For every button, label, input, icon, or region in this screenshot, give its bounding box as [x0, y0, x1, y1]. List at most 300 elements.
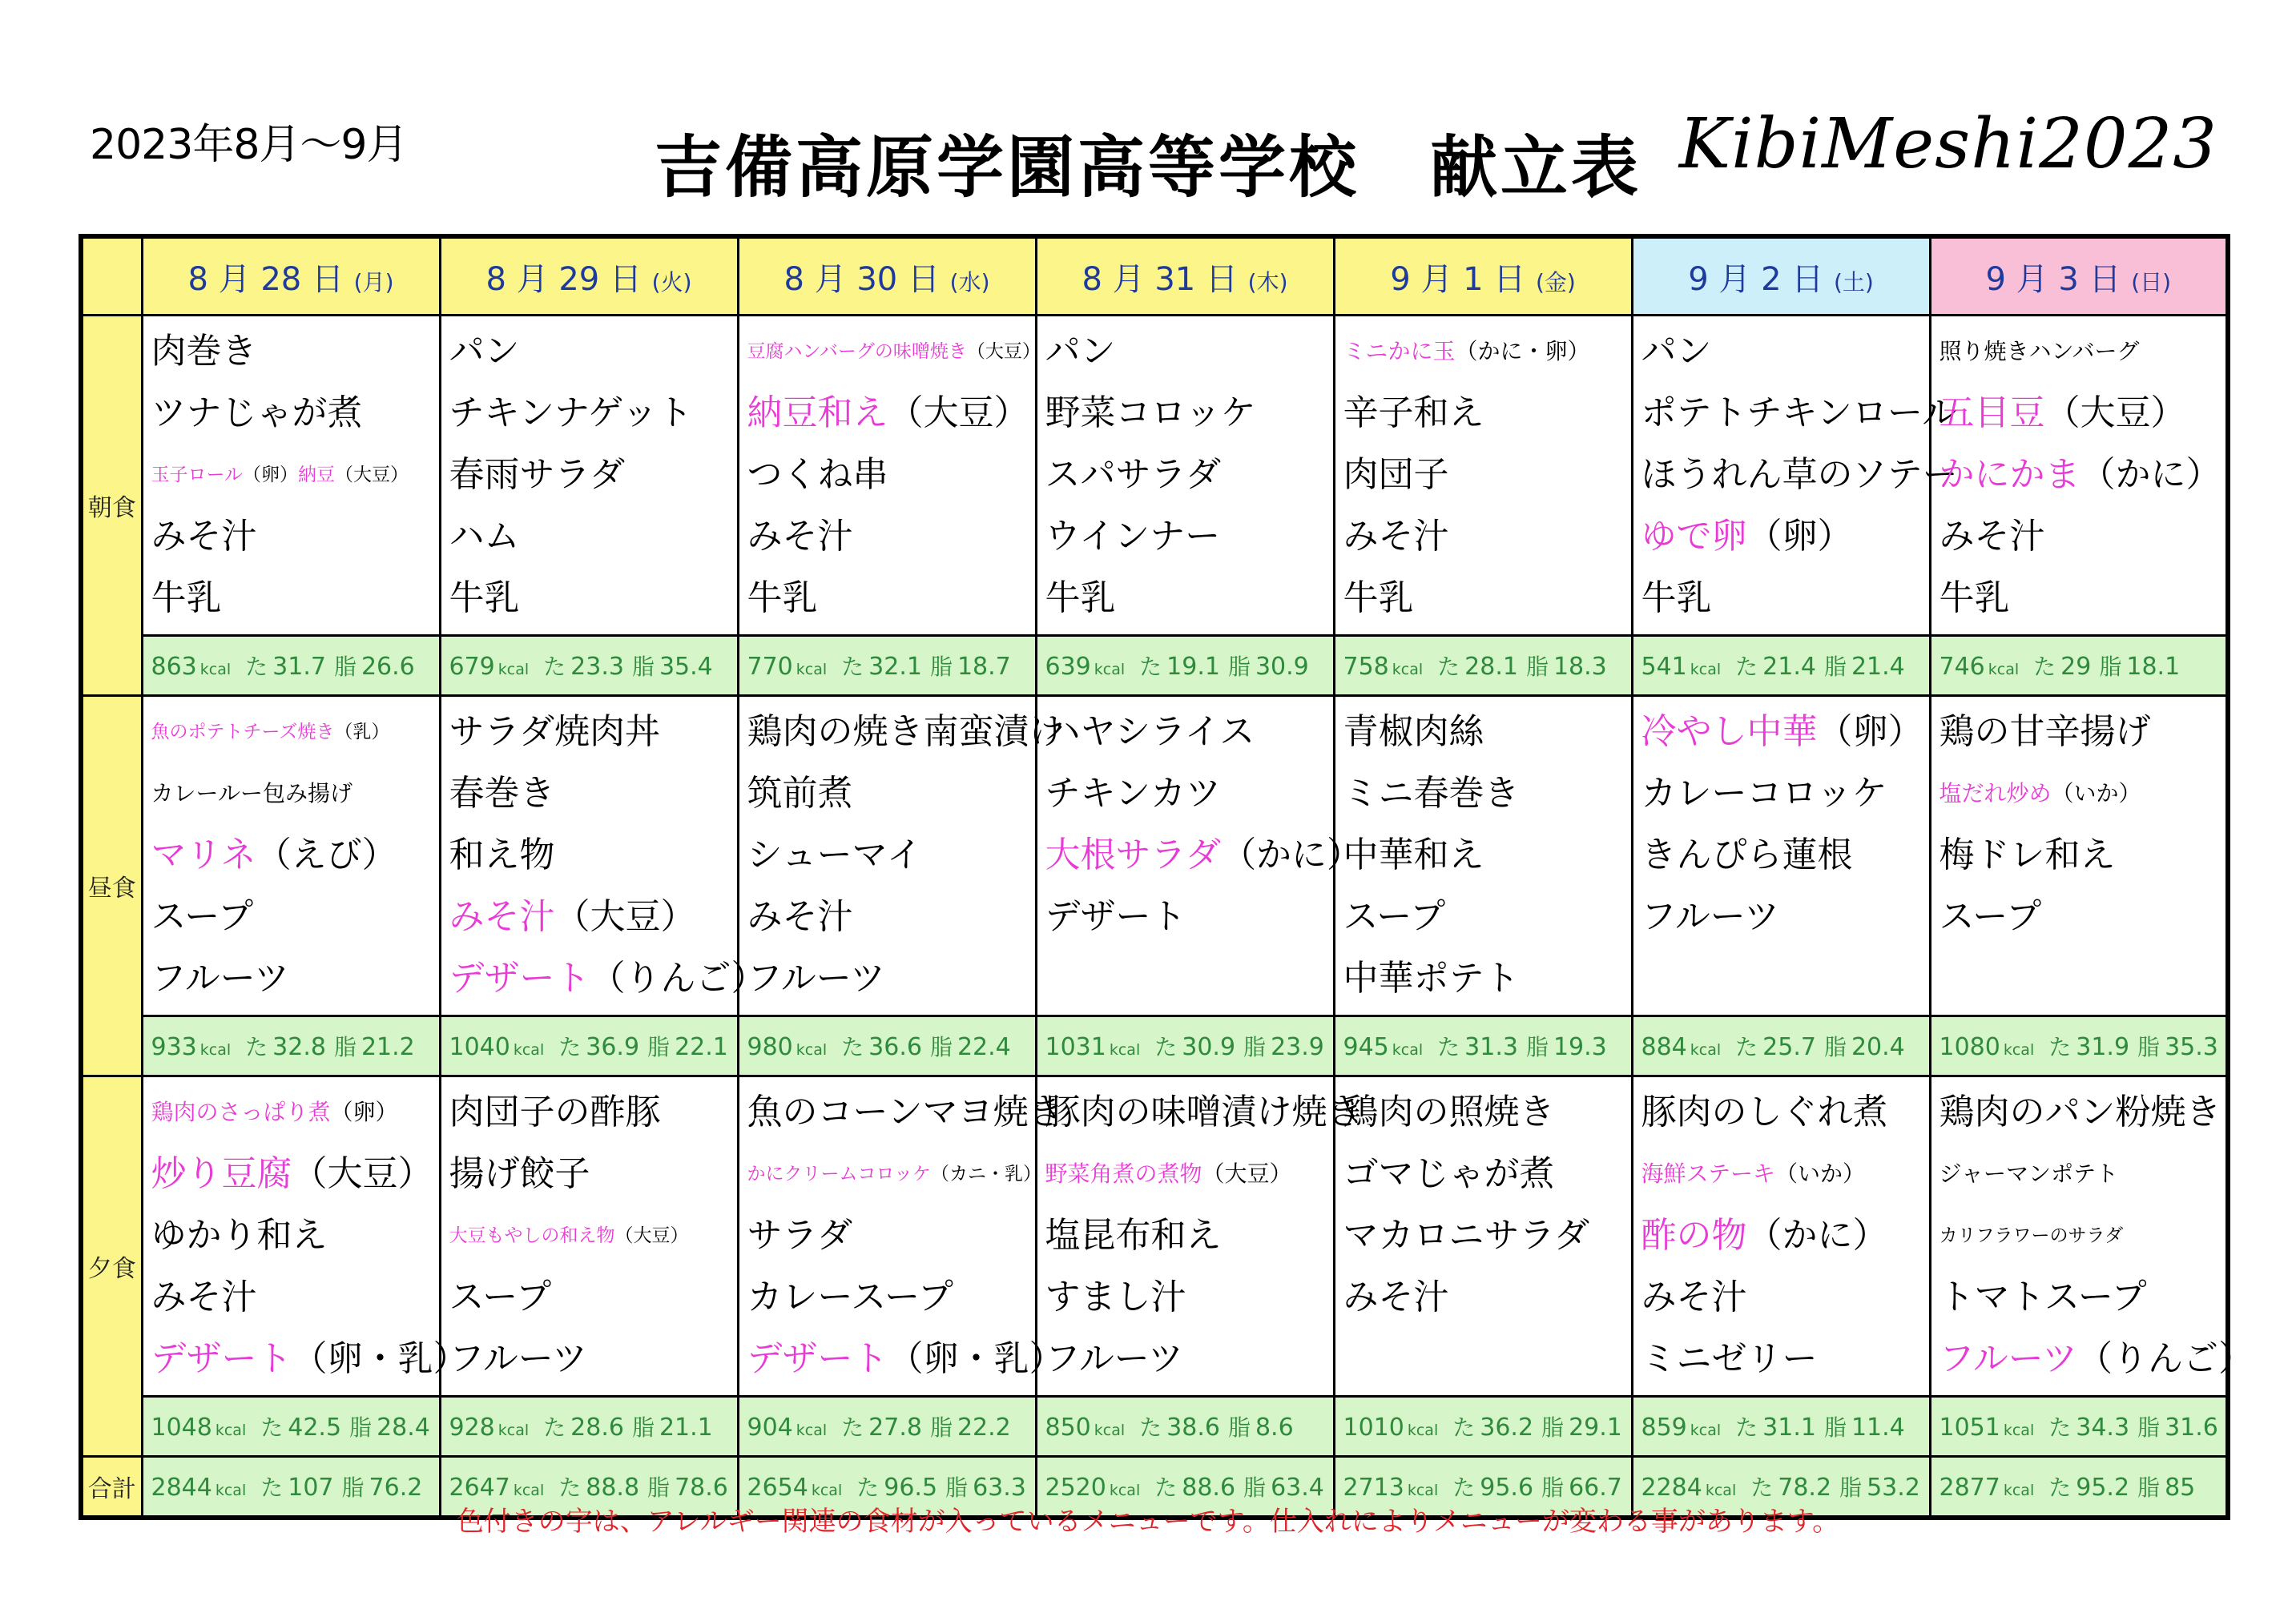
kcal-value: 2713 — [1343, 1474, 1404, 1502]
day-label: 8 月 31 日 — [1082, 260, 1238, 298]
fat-value: 31.6 — [2165, 1414, 2218, 1442]
nutrition-cell — [1632, 1016, 1930, 1076]
day-header — [1930, 236, 2228, 316]
protein-label: た — [558, 1474, 582, 1501]
nutrition-line — [1335, 650, 1631, 682]
menu-item — [1045, 768, 1333, 830]
day-label: 8 月 28 日 — [187, 260, 344, 298]
nutrition-cell — [1036, 636, 1334, 696]
kcal-value: 850 — [1045, 1414, 1091, 1442]
kcal-value: 904 — [747, 1414, 793, 1442]
menu-item — [151, 768, 439, 830]
menu-item — [1045, 326, 1333, 388]
nutrition-line — [1037, 1470, 1333, 1502]
nutrition-line — [1633, 650, 1929, 682]
meal-row — [81, 696, 2228, 1016]
allergen-dish: 炒り豆腐 — [151, 1153, 292, 1194]
nutrition-line — [143, 1470, 439, 1502]
menu-item — [1045, 1272, 1333, 1333]
menu-item — [1940, 768, 2226, 830]
dish-text: 牛乳 — [1641, 577, 1712, 618]
nutrition-cell — [1632, 636, 1930, 696]
allergen-dish: 納豆 — [298, 465, 336, 485]
menu-cell — [1334, 316, 1632, 636]
menu-item — [1045, 1210, 1333, 1272]
allergen-dish: 酢の物 — [1641, 1215, 1747, 1256]
protein-label: た — [1437, 1034, 1460, 1060]
dish-text: フルーツ — [1045, 1338, 1183, 1379]
menu-items — [1335, 697, 1631, 1015]
allergen-dish: 玉子ロール — [151, 465, 244, 485]
menu-item — [151, 511, 439, 573]
dish-text: （りんご） — [2076, 1338, 2254, 1379]
fat-value: 11.4 — [1851, 1414, 1905, 1442]
fat-label: 脂 — [647, 1034, 671, 1060]
nutrition-line — [1931, 1410, 2226, 1442]
menu-item — [1343, 511, 1631, 573]
protein-label: た — [2048, 1034, 2072, 1060]
menu-cell — [1632, 316, 1958, 636]
kcal-unit: kcal — [513, 1482, 545, 1499]
menu-items — [1037, 697, 1363, 1015]
nutrition-cell — [440, 636, 738, 696]
dish-text: 牛乳 — [1939, 577, 2010, 618]
day-of-week: (木) — [1247, 268, 1288, 296]
menu-cell — [142, 1076, 469, 1397]
menu-item — [449, 891, 737, 953]
fat-value: 30.9 — [1255, 653, 1309, 681]
fat-label: 脂 — [1525, 1034, 1549, 1060]
kcal-value: 639 — [1045, 653, 1091, 681]
menu-cell — [738, 1076, 1065, 1397]
allergen-dish: 五目豆 — [1939, 392, 2045, 433]
menu-item — [1343, 706, 1631, 768]
menu-item — [1045, 706, 1333, 768]
protein-value: 36.2 — [1480, 1414, 1534, 1442]
protein-label: た — [245, 1034, 268, 1060]
nutrition-line — [739, 1030, 1035, 1062]
menu-item — [1343, 573, 1631, 634]
kcal-value: 980 — [747, 1033, 793, 1061]
day-header — [142, 236, 440, 316]
protein-value: 31.7 — [272, 653, 326, 681]
dish-text: ジャーマンポテト — [1939, 1160, 2118, 1187]
allergen-dish: デザート — [747, 1338, 888, 1379]
menu-item — [1045, 830, 1363, 891]
menu-item — [1045, 573, 1333, 634]
dish-text: （大豆） — [2044, 392, 2186, 433]
protein-value: 23.3 — [570, 653, 624, 681]
menu-items — [1633, 1077, 1929, 1395]
fat-label: 脂 — [631, 654, 655, 680]
dish-text: ツナじゃが煮 — [151, 392, 363, 433]
protein-label: た — [1735, 1034, 1758, 1060]
dish-text: トマトスープ — [1939, 1277, 2147, 1317]
dish-text: きんぴら蓮根 — [1641, 835, 1853, 875]
kcal-value: 758 — [1343, 653, 1389, 681]
menu-item — [449, 573, 737, 634]
menu-item — [747, 1333, 1065, 1395]
kcal-value: 541 — [1641, 653, 1687, 681]
menu-items — [143, 697, 439, 1015]
dish-text: みそ汁 — [1343, 1277, 1449, 1317]
kcal-unit: kcal — [811, 1482, 843, 1499]
menu-item — [1641, 449, 1958, 511]
dish-text: 牛乳 — [449, 577, 520, 618]
day-header — [1632, 236, 1930, 316]
protein-label: た — [543, 654, 566, 680]
nutrition-line — [1037, 650, 1333, 682]
menu-items — [739, 1077, 1065, 1395]
menu-item — [1343, 953, 1631, 1015]
kcal-unit: kcal — [1109, 1482, 1141, 1499]
fat-label: 脂 — [929, 654, 953, 680]
protein-value: 28.1 — [1464, 653, 1518, 681]
menu-cell — [1930, 1076, 2254, 1397]
menu-items — [441, 316, 737, 634]
nutrition-cell — [1036, 1016, 1334, 1076]
nutrition-line — [739, 1470, 1035, 1502]
allergen-dish: 冷やし中華 — [1641, 711, 1818, 752]
dish-text: 筑前煮 — [747, 773, 853, 814]
menu-table — [79, 234, 2254, 1520]
meal-label: 夕食 — [81, 1076, 142, 1457]
day-of-week: (土) — [1833, 268, 1874, 296]
fat-label: 脂 — [1541, 1474, 1565, 1501]
kcal-unit: kcal — [497, 1422, 530, 1439]
meal-label: 朝食 — [81, 316, 142, 696]
fat-value: 18.1 — [2126, 653, 2181, 681]
menu-items — [143, 316, 439, 634]
protein-value: 42.5 — [288, 1414, 342, 1442]
fat-label: 脂 — [1227, 654, 1251, 680]
menu-item — [151, 573, 439, 634]
menu-item — [151, 1210, 439, 1272]
menu-items — [739, 697, 1065, 1015]
kcal-unit: kcal — [199, 661, 232, 678]
dish-text: 鶏の甘辛揚げ — [1939, 711, 2151, 752]
fat-value: 21.2 — [361, 1033, 415, 1061]
dish-text: 照り焼きハンバーグ — [1939, 338, 2140, 364]
day-label: 9 月 2 日 — [1688, 260, 1824, 298]
fat-value: 85 — [2165, 1474, 2196, 1502]
nutrition-line — [1037, 1030, 1333, 1062]
allergen-dish: 魚のポテトチーズ焼き — [151, 722, 335, 742]
kcal-unit: kcal — [513, 1041, 545, 1059]
fat-value: 22.4 — [957, 1033, 1011, 1061]
menu-item — [1641, 573, 1929, 634]
dish-text: （卵） — [1817, 711, 1923, 752]
fat-value: 18.7 — [957, 653, 1011, 681]
nutrition-line — [1931, 650, 2226, 682]
dish-text: みそ汁 — [747, 516, 853, 557]
day-label: 9 月 3 日 — [1985, 260, 2121, 298]
menu-item — [747, 449, 1035, 511]
fat-value: 63.3 — [973, 1474, 1026, 1502]
dish-text: カリフラワーのサラダ — [1939, 1225, 2124, 1246]
menu-period: 2023年8月～9月 — [90, 121, 408, 169]
kcal-value: 2654 — [747, 1474, 808, 1502]
dish-text: （卵） — [330, 1099, 398, 1125]
dish-text: 肉団子 — [1343, 454, 1449, 495]
protein-label: た — [1139, 1414, 1162, 1441]
kcal-value: 1031 — [1045, 1033, 1106, 1061]
menu-item — [151, 1272, 439, 1333]
kcal-value: 1040 — [449, 1033, 510, 1061]
menu-cell — [1930, 316, 2228, 636]
dish-text: 魚のコーンマヨ焼き — [747, 1092, 1064, 1132]
menu-item — [747, 573, 1035, 634]
menu-item — [1940, 573, 2226, 634]
nutrition-line — [441, 1470, 737, 1502]
menu-item — [1940, 326, 2226, 388]
fat-value: 53.2 — [1867, 1474, 1920, 1502]
dish-text: パン — [1641, 331, 1712, 372]
protein-label: た — [1154, 1474, 1178, 1501]
fat-value: 22.1 — [675, 1033, 728, 1061]
menu-item — [449, 449, 737, 511]
fat-label: 脂 — [2099, 654, 2122, 680]
dish-text: 肉巻き — [151, 331, 257, 372]
menu-item — [449, 326, 737, 388]
dish-text: チキンナゲット — [449, 392, 693, 433]
nutrition-line — [143, 1030, 439, 1062]
protein-value: 88.6 — [1182, 1474, 1236, 1502]
menu-item — [449, 1210, 737, 1272]
fat-label: 脂 — [1823, 654, 1847, 680]
menu-item — [1343, 1148, 1631, 1210]
menu-item — [1641, 1148, 1929, 1210]
protein-value: 32.1 — [868, 653, 922, 681]
menu-item — [151, 891, 439, 953]
dish-text: 辛子和え — [1343, 392, 1484, 433]
kcal-value: 2877 — [1939, 1474, 2000, 1502]
protein-value: 30.9 — [1182, 1033, 1236, 1061]
kcal-unit: kcal — [497, 661, 530, 678]
kcal-unit: kcal — [1392, 1041, 1424, 1059]
kcal-value: 933 — [151, 1033, 197, 1061]
dish-text: カレーコロッケ — [1641, 773, 1887, 814]
kcal-unit: kcal — [796, 661, 828, 678]
kcal-value: 928 — [449, 1414, 495, 1442]
menu-item — [1940, 1272, 2226, 1333]
dish-text: （大豆） — [335, 465, 409, 485]
dish-text: 塩昆布和え — [1045, 1215, 1222, 1256]
menu-item — [449, 768, 737, 830]
dish-text: 春雨サラダ — [449, 454, 626, 495]
nutrition-cell — [142, 636, 440, 696]
dish-text: 揚げ餃子 — [449, 1153, 590, 1194]
menu-item — [1045, 1087, 1363, 1148]
dish-text: （カニ・乳） — [931, 1164, 1042, 1185]
protein-label: た — [245, 654, 268, 680]
menu-item — [747, 1210, 1035, 1272]
day-header-row — [81, 236, 2228, 316]
menu-item — [1940, 1087, 2226, 1148]
kcal-value: 945 — [1343, 1033, 1389, 1061]
menu-item — [449, 1333, 737, 1395]
dish-text: ミニ春巻き — [1343, 773, 1520, 814]
menu-cell — [738, 316, 1041, 636]
kcal-value: 679 — [449, 653, 495, 681]
dish-text: 豚肉のしぐれ煮 — [1641, 1092, 1888, 1132]
allergen-dish: デザート — [151, 1338, 292, 1379]
fat-label: 脂 — [1823, 1414, 1847, 1441]
protein-label: た — [1154, 1034, 1178, 1060]
dish-text: 鶏肉の照焼き — [1343, 1092, 1555, 1132]
dish-text: フルーツ — [1641, 896, 1779, 937]
protein-label: た — [260, 1474, 284, 1501]
dish-text: みそ汁 — [747, 896, 853, 937]
fat-label: 脂 — [2137, 1034, 2161, 1060]
dish-text: ほうれん草のソテー — [1641, 454, 1958, 495]
kcal-unit: kcal — [1094, 661, 1126, 678]
protein-label: た — [558, 1034, 582, 1060]
menu-item — [1641, 1272, 1929, 1333]
dish-text: ポテトチキンロール — [1641, 392, 1958, 433]
menu-item — [1045, 1148, 1333, 1210]
protein-label: た — [856, 1474, 880, 1501]
fat-label: 脂 — [333, 1034, 356, 1060]
fat-value: 28.4 — [377, 1414, 430, 1442]
protein-value: 36.6 — [868, 1033, 922, 1061]
dish-text: （かに） — [2080, 454, 2221, 495]
fat-label: 脂 — [1541, 1414, 1565, 1441]
nutrition-row — [81, 636, 2228, 696]
protein-value: 31.9 — [2076, 1033, 2130, 1061]
nutrition-cell — [1930, 636, 2228, 696]
protein-label: た — [841, 1034, 864, 1060]
fat-value: 8.6 — [1255, 1414, 1294, 1442]
allergen-dish: 納豆和え — [747, 392, 888, 433]
menu-item — [1940, 706, 2226, 768]
protein-label: た — [260, 1414, 284, 1441]
dish-text: スープ — [1939, 896, 2042, 937]
dish-text: フルーツ — [151, 958, 289, 999]
kcal-unit: kcal — [1705, 1482, 1737, 1499]
dish-text: サラダ — [747, 1215, 853, 1256]
protein-label: た — [1452, 1414, 1476, 1441]
protein-label: た — [1452, 1474, 1476, 1501]
dish-text: みそ汁 — [1641, 1277, 1747, 1317]
dish-text: ゆかり和え — [151, 1215, 328, 1256]
menu-item — [747, 953, 1035, 1015]
nutrition-cell — [1930, 1397, 2228, 1457]
dish-text: （かに） — [1221, 835, 1363, 875]
fat-label: 脂 — [631, 1414, 655, 1441]
dish-text: （大豆） — [554, 896, 696, 937]
dish-text: 青椒肉絲 — [1343, 711, 1484, 752]
menu-item — [1940, 511, 2226, 573]
menu-item — [151, 1148, 439, 1210]
dish-text: パン — [1045, 331, 1116, 372]
fat-value: 35.4 — [659, 653, 713, 681]
fat-label: 脂 — [333, 654, 356, 680]
nutrition-cell — [738, 1397, 1036, 1457]
kcal-unit: kcal — [1407, 1422, 1439, 1439]
protein-value: 19.1 — [1166, 653, 1220, 681]
kcal-unit: kcal — [1690, 1422, 1722, 1439]
menu-item — [1940, 953, 2226, 1015]
menu-items — [441, 1077, 737, 1395]
allergen-dish: 塩だれ炒め — [1939, 780, 2052, 806]
protein-label: た — [543, 1414, 566, 1441]
kcal-unit: kcal — [1690, 1041, 1722, 1059]
menu-item — [1940, 1148, 2226, 1210]
nutrition-line — [441, 650, 737, 682]
day-header — [440, 236, 738, 316]
brand-logo: KibiMeshi2023 — [1678, 104, 2217, 184]
day-label: 8 月 30 日 — [783, 260, 940, 298]
kcal-unit: kcal — [1109, 1041, 1141, 1059]
nutrition-cell — [440, 1397, 738, 1457]
menu-item — [747, 511, 1035, 573]
menu-item — [1343, 1272, 1631, 1333]
menu-item — [1045, 891, 1333, 953]
fat-label: 脂 — [1227, 1414, 1251, 1441]
menu-cell — [440, 316, 738, 636]
protein-label: た — [1750, 1474, 1774, 1501]
dish-text: みそ汁 — [1939, 516, 2045, 557]
dish-text: 豚肉の味噌漬け焼き — [1045, 1092, 1363, 1132]
header-corner — [81, 236, 142, 316]
kcal-unit: kcal — [1094, 1422, 1126, 1439]
allergen-dish: デザート — [449, 958, 590, 999]
fat-value: 76.2 — [369, 1474, 423, 1502]
menu-item — [449, 1272, 737, 1333]
dish-text: （乳） — [334, 722, 390, 742]
menu-item — [1940, 1210, 2226, 1272]
dish-text: ハヤシライス — [1045, 711, 1255, 752]
protein-value: 107 — [288, 1474, 334, 1502]
protein-value: 31.1 — [1762, 1414, 1816, 1442]
menu-item — [747, 1272, 1035, 1333]
dish-text: パン — [449, 331, 520, 372]
dish-text: すまし汁 — [1045, 1277, 1186, 1317]
menu-item — [1940, 891, 2226, 953]
fat-label: 脂 — [1823, 1034, 1847, 1060]
menu-item — [747, 830, 1035, 891]
nutrition-line — [739, 1410, 1035, 1442]
protein-label: た — [1735, 654, 1758, 680]
dish-text: スープ — [449, 1277, 552, 1317]
protein-label: た — [2048, 1474, 2072, 1501]
kcal-value: 746 — [1939, 653, 1985, 681]
menu-cell — [1632, 696, 1930, 1016]
menu-item — [1343, 1210, 1631, 1272]
day-of-week: (火) — [651, 268, 692, 296]
kcal-value: 770 — [747, 653, 793, 681]
menu-item — [747, 768, 1035, 830]
dish-text: つくね串 — [747, 454, 888, 495]
nutrition-cell — [1334, 1397, 1632, 1457]
nutrition-cell — [738, 1016, 1036, 1076]
menu-items — [441, 697, 767, 1015]
dish-text: ミニゼリー — [1641, 1338, 1818, 1379]
nutrition-cell — [142, 1016, 440, 1076]
menu-item — [747, 388, 1035, 449]
kcal-value: 1080 — [1939, 1033, 2000, 1061]
protein-label: た — [2048, 1414, 2072, 1441]
nutrition-line — [1931, 1470, 2226, 1502]
menu-item — [449, 706, 737, 768]
kcal-unit: kcal — [2003, 1041, 2035, 1059]
dish-text: （卵・乳） — [292, 1338, 469, 1379]
allergen-dish: 海鮮ステーキ — [1641, 1160, 1775, 1187]
allergen-dish: マリネ — [151, 835, 256, 875]
protein-value: 34.3 — [2076, 1414, 2130, 1442]
day-of-week: (日) — [2131, 268, 2172, 296]
